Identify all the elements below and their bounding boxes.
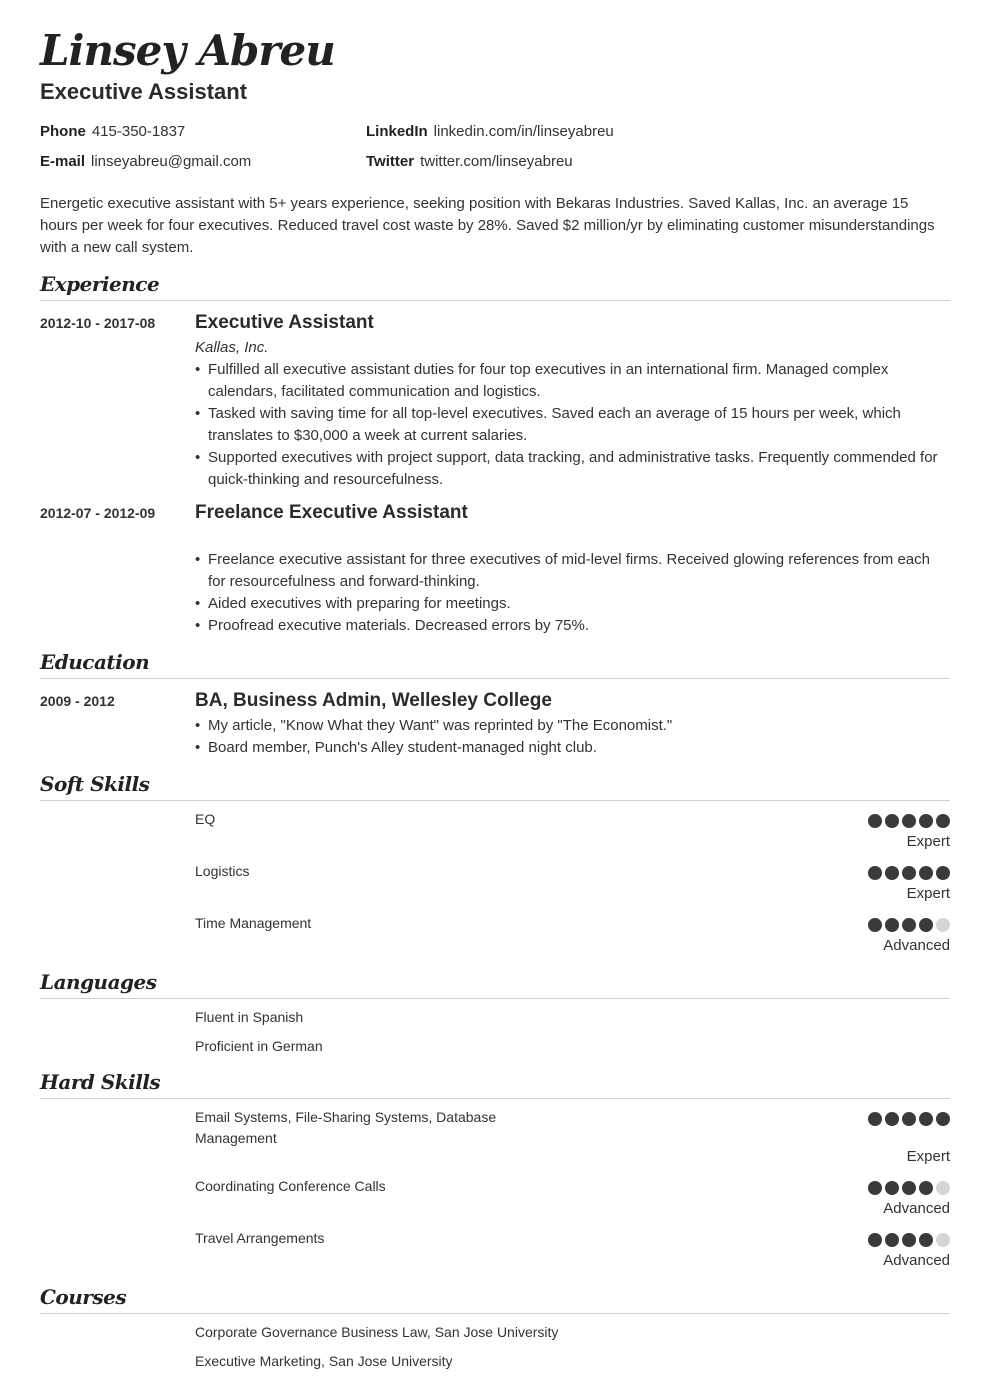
rating-dot-filled [902, 814, 916, 828]
summary-paragraph: Energetic executive assistant with 5+ years experience, seeking position with Bekaras Industries. Saved Kallas, Inc. an average 15 hours per week for four executives. Reduced travel cost waste by 28%. Saved $2 million/yr by eliminating customer misunderstandings with a new call system. [40, 195, 935, 256]
rating-dot-filled [868, 1181, 882, 1195]
skill-rating [868, 918, 950, 932]
email-label: E-mail [40, 153, 86, 170]
language-item: Proficient in German [195, 1038, 323, 1054]
education-dates: 2009 - 2012 [40, 693, 115, 709]
skill-level: Expert [906, 885, 950, 902]
section-title-soft-skills: Soft Skills [40, 771, 950, 801]
bullet-item: • My article, "Know What they Want" was reprinted by "The Economist." [195, 715, 945, 737]
twitter-value: twitter.com/linseyabreu [420, 153, 573, 170]
contact-email [40, 153, 251, 170]
skill-name: Coordinating Conference Calls [195, 1178, 386, 1194]
rating-dot-empty [936, 1181, 950, 1195]
rating-dot-filled [902, 1181, 916, 1195]
skill-rating [868, 1112, 950, 1126]
rating-dot-filled [936, 866, 950, 880]
skill-level: Advanced [883, 1252, 950, 1269]
rating-dot-filled [885, 814, 899, 828]
rating-dot-filled [936, 814, 950, 828]
rating-dot-filled [885, 1233, 899, 1247]
skill-level: Advanced [883, 1200, 950, 1217]
linkedin-label: LinkedIn [366, 123, 428, 140]
rating-dot-filled [885, 1112, 899, 1126]
experience-dates: 2012-10 - 2017-08 [40, 315, 156, 331]
bullet-item: • Supported executives with project support, data tracking, and administrative tasks. Frequently commended for quick-thinking and resourcefulness. [195, 447, 945, 491]
rating-dot-filled [919, 918, 933, 932]
candidate-name: Linsey Abreu [40, 26, 335, 75]
experience-dates: 2012-07 - 2012-09 [40, 505, 156, 521]
rating-dot-filled [919, 814, 933, 828]
rating-dot-filled [868, 918, 882, 932]
bullet-item: • Fulfilled all executive assistant duties for four top executives in an international firm. Managed complex calendars, facilitated communication and logistics. [195, 359, 945, 403]
bullet-item: • Proofread executive materials. Decreased errors by 75%. [195, 615, 945, 637]
rating-dot-filled [868, 1233, 882, 1247]
rating-dot-filled [902, 1233, 916, 1247]
rating-dot-empty [936, 1233, 950, 1247]
rating-dot-filled [919, 866, 933, 880]
skill-rating [868, 814, 950, 828]
course-item: Corporate Governance Business Law, San Jose University [195, 1324, 559, 1340]
rating-dot-filled [919, 1233, 933, 1247]
skill-level: Expert [906, 1148, 950, 1165]
experience-role: Executive Assistant [195, 312, 374, 333]
rating-dot-filled [868, 866, 882, 880]
skill-level: Advanced [883, 937, 950, 954]
section-title-experience: Experience [40, 271, 950, 301]
section-title-courses: Courses [40, 1284, 950, 1314]
rating-dot-empty [936, 918, 950, 932]
bullet-item: • Aided executives with preparing for meetings. [195, 593, 945, 615]
section-title-languages: Languages [40, 969, 950, 999]
bullet-item: • Board member, Punch's Alley student-managed night club. [195, 737, 945, 759]
twitter-label: Twitter [366, 153, 415, 170]
skill-rating [868, 866, 950, 880]
experience-bullets [195, 359, 945, 491]
rating-dot-filled [902, 918, 916, 932]
rating-dot-filled [868, 1112, 882, 1126]
skill-name: Travel Arrangements [195, 1230, 325, 1246]
skill-level: Expert [906, 833, 950, 850]
skill-rating [868, 1233, 950, 1247]
skill-name: EQ [195, 811, 216, 827]
candidate-title: Executive Assistant [40, 79, 248, 104]
education-degree: BA, Business Admin, Wellesley College [195, 690, 552, 711]
phone-label: Phone [40, 123, 86, 140]
skill-rating [868, 1181, 950, 1195]
rating-dot-filled [902, 1112, 916, 1126]
contact-linkedin [366, 123, 614, 140]
language-item: Fluent in Spanish [195, 1009, 304, 1025]
rating-dot-filled [885, 866, 899, 880]
experience-role: Freelance Executive Assistant [195, 502, 468, 523]
rating-dot-filled [919, 1181, 933, 1195]
skill-name: Time Management [195, 915, 312, 931]
skill-name: Logistics [195, 863, 250, 879]
education-bullets [195, 715, 945, 759]
email-value: linseyabreu@gmail.com [91, 153, 252, 170]
rating-dot-filled [936, 1112, 950, 1126]
experience-company: Kallas, Inc. [195, 339, 269, 356]
phone-value: 415-350-1837 [91, 123, 186, 140]
rating-dot-filled [885, 918, 899, 932]
course-item: Executive Marketing, San Jose University [195, 1353, 453, 1369]
bullet-item: • Tasked with saving time for all top-level executives. Saved each an average of 15 hours per week, which translates to $30,000 a week at current salaries. [195, 403, 945, 447]
rating-dot-filled [868, 814, 882, 828]
experience-bullets [195, 549, 945, 637]
contact-twitter [366, 153, 573, 170]
rating-dot-filled [919, 1112, 933, 1126]
section-title-education: Education [40, 649, 950, 679]
contact-phone [40, 123, 185, 140]
skill-name: Email Systems, File-Sharing Systems, Database Management [195, 1109, 497, 1146]
rating-dot-filled [885, 1181, 899, 1195]
bullet-item: • Freelance executive assistant for three executives of mid-level firms. Received glowing references from each for resourcefulness and forward-thinking. [195, 549, 945, 593]
linkedin-value: linkedin.com/in/linseyabreu [433, 123, 614, 140]
rating-dot-filled [902, 866, 916, 880]
section-title-hard-skills: Hard Skills [40, 1069, 950, 1099]
